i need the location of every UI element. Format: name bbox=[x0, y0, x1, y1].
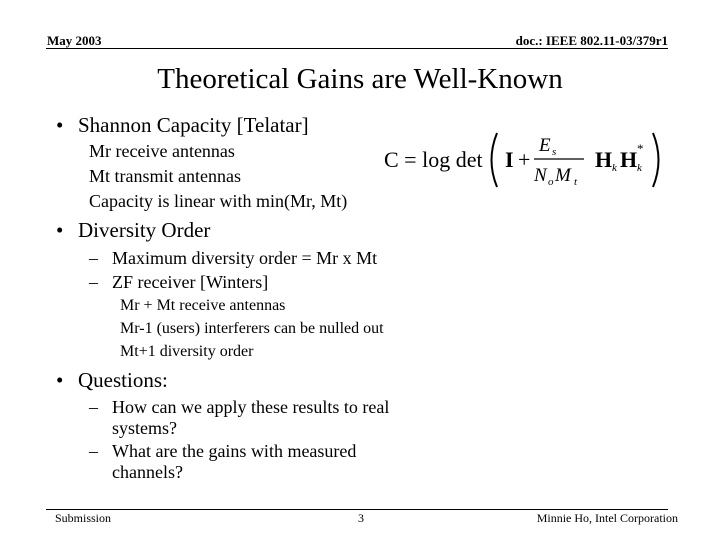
zf-line-3: Mt+1 diversity order bbox=[120, 343, 254, 360]
formula-lhs: C = log det bbox=[384, 147, 483, 172]
diversity-sub-2-text: ZF receiver [Winters] bbox=[112, 272, 269, 292]
formula-den-m: M bbox=[555, 165, 571, 186]
bullet-diversity-text: Diversity Order bbox=[78, 218, 211, 242]
formula-identity: I bbox=[505, 147, 514, 172]
question-2-line-1: What are the gains with measured bbox=[112, 441, 357, 461]
diversity-sub-1-text: Maximum diversity order = Mr x Mt bbox=[112, 248, 378, 268]
footer-page-number: 3 bbox=[358, 511, 364, 525]
bullet-questions bbox=[56, 368, 168, 393]
footer-rule bbox=[46, 509, 668, 510]
shannon-line-1: Mr receive antennas bbox=[89, 141, 235, 161]
footer-author: Minnie Ho, Intel Corporation bbox=[536, 511, 678, 525]
slide-title: Theoretical Gains are Well-Known bbox=[157, 63, 563, 95]
question-2 bbox=[89, 441, 356, 462]
bullet-shannon bbox=[56, 113, 309, 138]
shannon-line-2: Mt transmit antennas bbox=[89, 166, 241, 186]
formula-den-m-sub: t bbox=[574, 176, 578, 188]
diversity-sub-1 bbox=[89, 248, 377, 269]
bullet-shannon-text: Shannon Capacity [Telatar] bbox=[78, 113, 309, 137]
footer-submission: Submission bbox=[55, 511, 112, 525]
dash-icon: – bbox=[89, 397, 98, 417]
capacity-formula bbox=[380, 125, 670, 195]
formula-plus: + bbox=[518, 147, 531, 172]
formula-den-n-sub: o bbox=[548, 176, 554, 188]
question-1 bbox=[89, 397, 389, 418]
formula-h2-sub: k bbox=[637, 162, 642, 174]
formula-left-paren bbox=[492, 133, 498, 187]
header-doc-id: doc.: IEEE 802.11-03/379r1 bbox=[515, 33, 668, 48]
zf-line-1: Mr + Mt receive antennas bbox=[120, 297, 286, 314]
bullet-dot-icon: • bbox=[56, 218, 64, 242]
formula-num-sub: s bbox=[552, 146, 557, 158]
formula-h1-sub: k bbox=[612, 162, 617, 174]
formula-num-e: E bbox=[539, 135, 551, 156]
formula-right-paren bbox=[653, 133, 659, 187]
question-1-line-2: systems? bbox=[112, 418, 177, 438]
formula-h1: H bbox=[595, 147, 613, 172]
shannon-line-3: Capacity is linear with min(Mr, Mt) bbox=[89, 191, 348, 211]
formula-den-n: N bbox=[534, 165, 547, 186]
zf-line-2: Mr-1 (users) interferers can be nulled out bbox=[120, 320, 384, 337]
bullet-dot-icon: • bbox=[56, 368, 64, 392]
bullet-questions-text: Questions: bbox=[78, 368, 168, 392]
header-date: May 2003 bbox=[47, 33, 102, 48]
dash-icon: – bbox=[89, 248, 98, 268]
bullet-dot-icon: • bbox=[56, 113, 64, 137]
formula-h2: H bbox=[620, 147, 638, 172]
question-1-line-1: How can we apply these results to real bbox=[112, 397, 390, 417]
formula-h2-sup: * bbox=[637, 141, 644, 156]
dash-icon: – bbox=[89, 441, 98, 461]
question-2-line-2: channels? bbox=[112, 462, 183, 482]
bullet-diversity bbox=[56, 218, 210, 243]
diversity-sub-2 bbox=[89, 272, 268, 293]
header-rule bbox=[46, 48, 668, 49]
dash-icon: – bbox=[89, 272, 98, 292]
